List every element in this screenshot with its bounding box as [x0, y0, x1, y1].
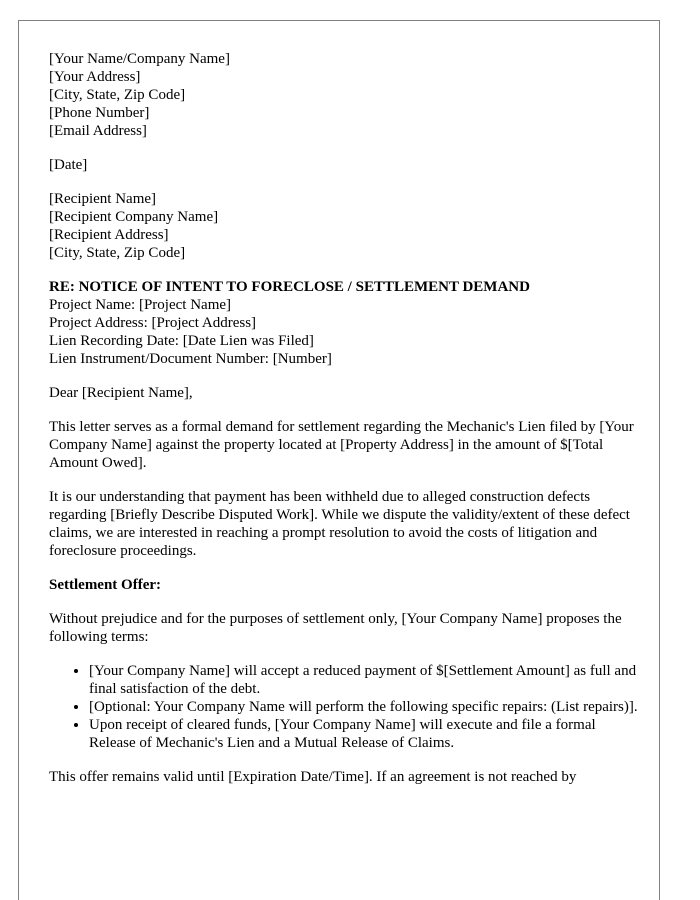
letter-date: [Date]	[49, 157, 88, 173]
understanding-paragraph: It is our understanding that payment has been withheld due to alleged construction defects regarding [Briefly Describe Disputed Work]. While we dispute the validity/extent of these defect claims, we are interested in reaching a prompt resolution to avoid the costs of litigation and foreclosure proceedings.	[49, 489, 630, 559]
sender-city-state-zip: [City, State, Zip Code]	[49, 87, 186, 103]
settlement-heading: Settlement Offer:	[49, 577, 162, 593]
letter-body	[49, 50, 639, 786]
recipient-city-state-zip: [City, State, Zip Code]	[49, 245, 186, 261]
project-address: Project Address: [Project Address]	[49, 315, 257, 331]
letter-page	[18, 20, 660, 900]
settlement-terms-list	[49, 662, 639, 752]
project-name: Project Name: [Project Name]	[49, 297, 232, 313]
sender-block	[49, 50, 639, 140]
recipient-name: [Recipient Name]	[49, 191, 157, 207]
closing-paragraph: This offer remains valid until [Expiration Date/Time]. If an agreement is not reached by	[49, 769, 577, 785]
settlement-intro: Without prejudice and for the purposes of settlement only, [Your Company Name] proposes the following terms:	[49, 611, 622, 645]
recipient-address: [Recipient Address]	[49, 227, 169, 243]
list-item: • [Your Company Name] will accept a reduced payment of $[Settlement Amount] as full and final satisfaction of the debt.	[89, 662, 639, 698]
sender-phone: [Phone Number]	[49, 105, 150, 121]
sender-name: [Your Name/Company Name]	[49, 51, 230, 67]
subject-heading: RE: NOTICE OF INTENT TO FORECLOSE / SETTLEMENT DEMAND	[49, 279, 530, 295]
sender-email: [Email Address]	[49, 123, 147, 139]
sender-address: [Your Address]	[49, 69, 141, 85]
recipient-company: [Recipient Company Name]	[49, 209, 219, 225]
lien-recording-date: Lien Recording Date: [Date Lien was Filed]	[49, 333, 314, 349]
list-item: • Upon receipt of cleared funds, [Your Company Name] will execute and file a formal Release of Mechanic's Lien and a Mutual Release of Claims.	[89, 716, 639, 752]
list-item: • [Optional: Your Company Name will perform the following specific repairs: (List repairs)].	[89, 698, 639, 716]
salutation: Dear [Recipient Name],	[49, 385, 193, 401]
lien-instrument-number: Lien Instrument/Document Number: [Number]	[49, 351, 332, 367]
subject-block	[49, 278, 639, 368]
intro-paragraph: This letter serves as a formal demand for settlement regarding the Mechanic's Lien filed by [Your Company Name] against the property located at [Property Address] in the amount of $[Total Amount Owed].	[49, 419, 634, 471]
recipient-block	[49, 190, 639, 262]
